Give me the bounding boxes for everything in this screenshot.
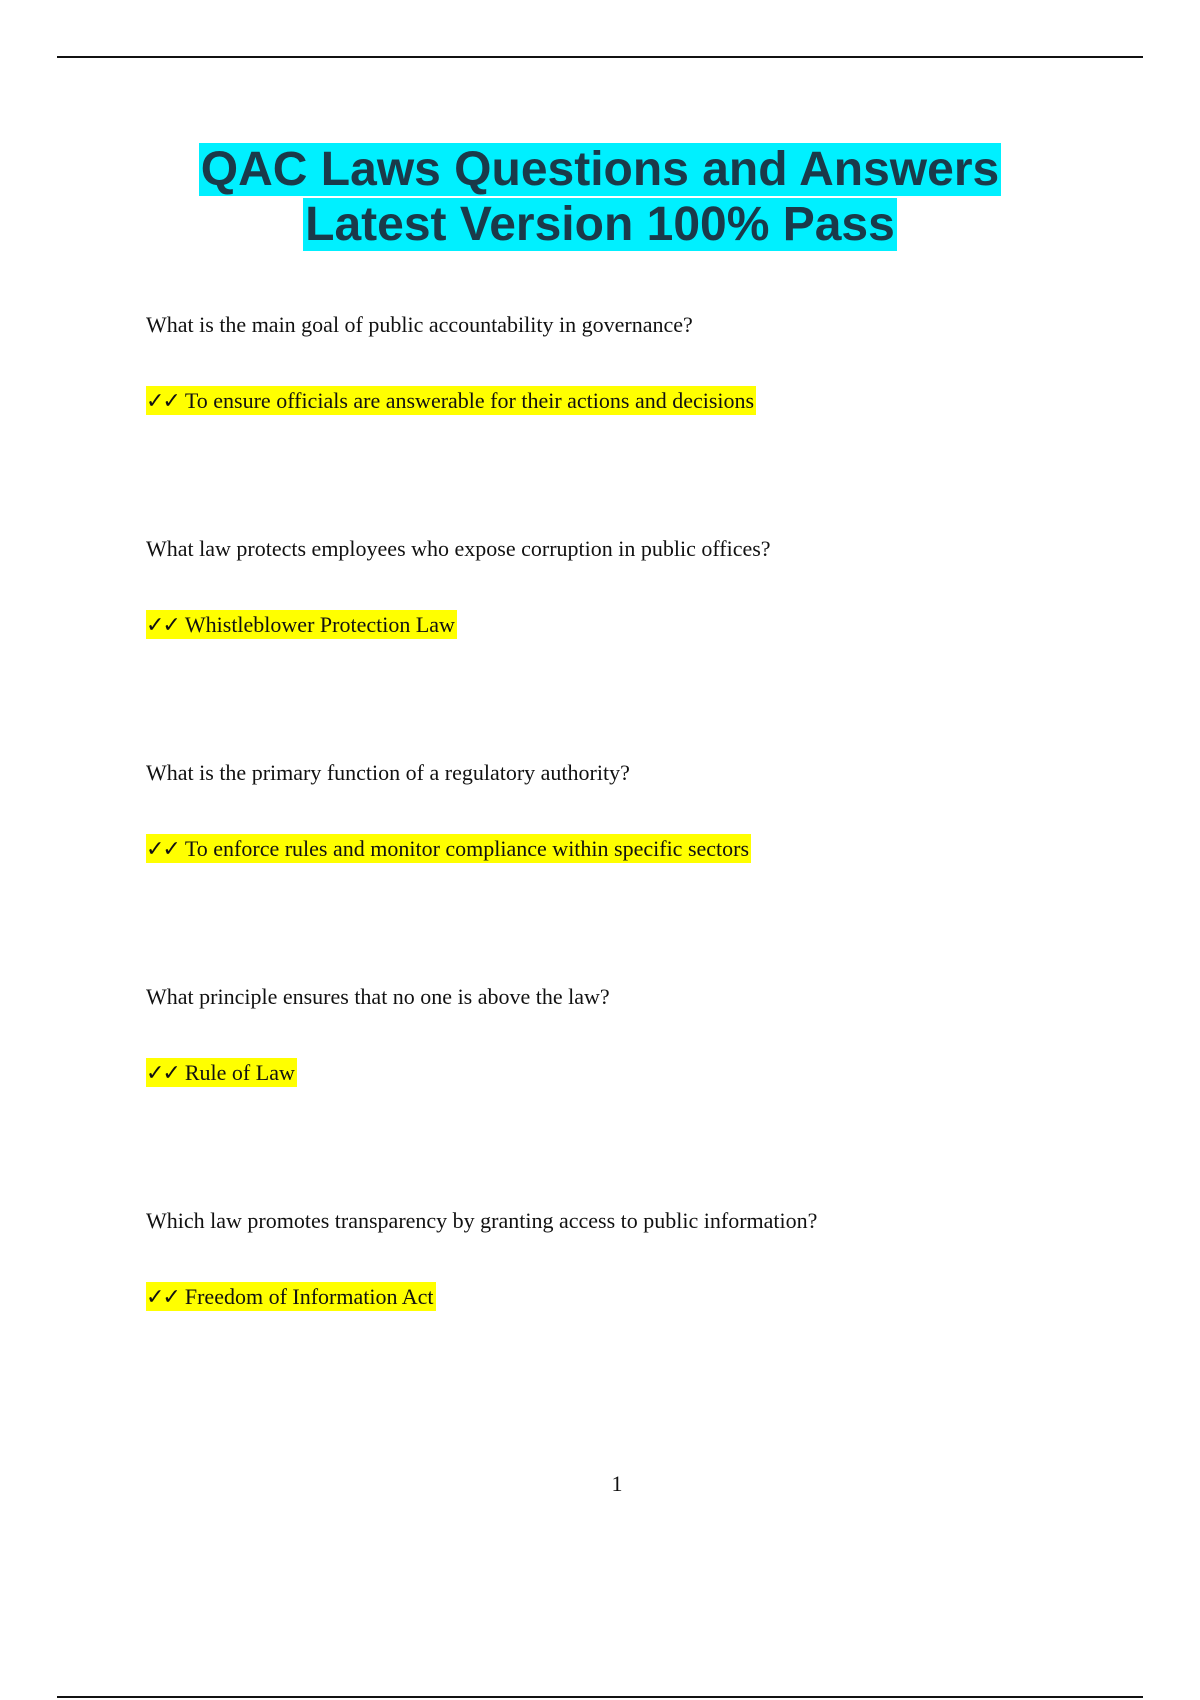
answer-highlight	[146, 1058, 297, 1087]
answer-highlight	[146, 386, 756, 415]
double-check-icon: ✓✓	[146, 1285, 179, 1310]
answer	[146, 611, 1146, 640]
footer-rule	[57, 1696, 1143, 1698]
answer	[146, 1283, 1146, 1312]
answer-text: To enforce rules and monitor compliance within specific sectors	[184, 836, 750, 861]
answer-highlight	[146, 610, 457, 639]
qa-item-1	[146, 311, 1146, 416]
answer-text: Rule of Law	[184, 1060, 295, 1085]
answer-text: Whistleblower Protection Law	[184, 612, 455, 637]
document-title	[0, 142, 1200, 252]
question-text: Which law promotes transparency by granting access to public information?	[146, 1208, 818, 1233]
title-line-1: QAC Laws Questions and Answers	[200, 143, 1000, 196]
question-text: What principle ensures that no one is above the law?	[146, 984, 610, 1009]
double-check-icon: ✓✓	[146, 613, 179, 638]
answer-text: Freedom of Information Act	[184, 1284, 434, 1309]
question-text: What is the primary function of a regulatory authority?	[146, 760, 630, 785]
qa-item-2	[146, 535, 1146, 640]
answer	[146, 1059, 1146, 1088]
answer	[146, 835, 1146, 864]
qa-item-3	[146, 759, 1146, 864]
qa-item-4	[146, 983, 1146, 1088]
qa-item-5	[146, 1207, 1146, 1312]
answer-text: To ensure officials are answerable for their actions and decisions	[184, 388, 755, 413]
answer	[146, 387, 1146, 416]
header-rule	[57, 56, 1143, 58]
double-check-icon: ✓✓	[146, 389, 179, 414]
answer-highlight	[146, 834, 751, 863]
title-line-2: Latest Version 100% Pass	[305, 198, 895, 251]
page-number: 1	[611, 1471, 623, 1496]
question-text: What law protects employees who expose corruption in public offices?	[146, 536, 771, 561]
answer-highlight	[146, 1282, 436, 1311]
question-text: What is the main goal of public accountability in governance?	[146, 312, 693, 337]
double-check-icon: ✓✓	[146, 1061, 179, 1086]
double-check-icon: ✓✓	[146, 837, 179, 862]
